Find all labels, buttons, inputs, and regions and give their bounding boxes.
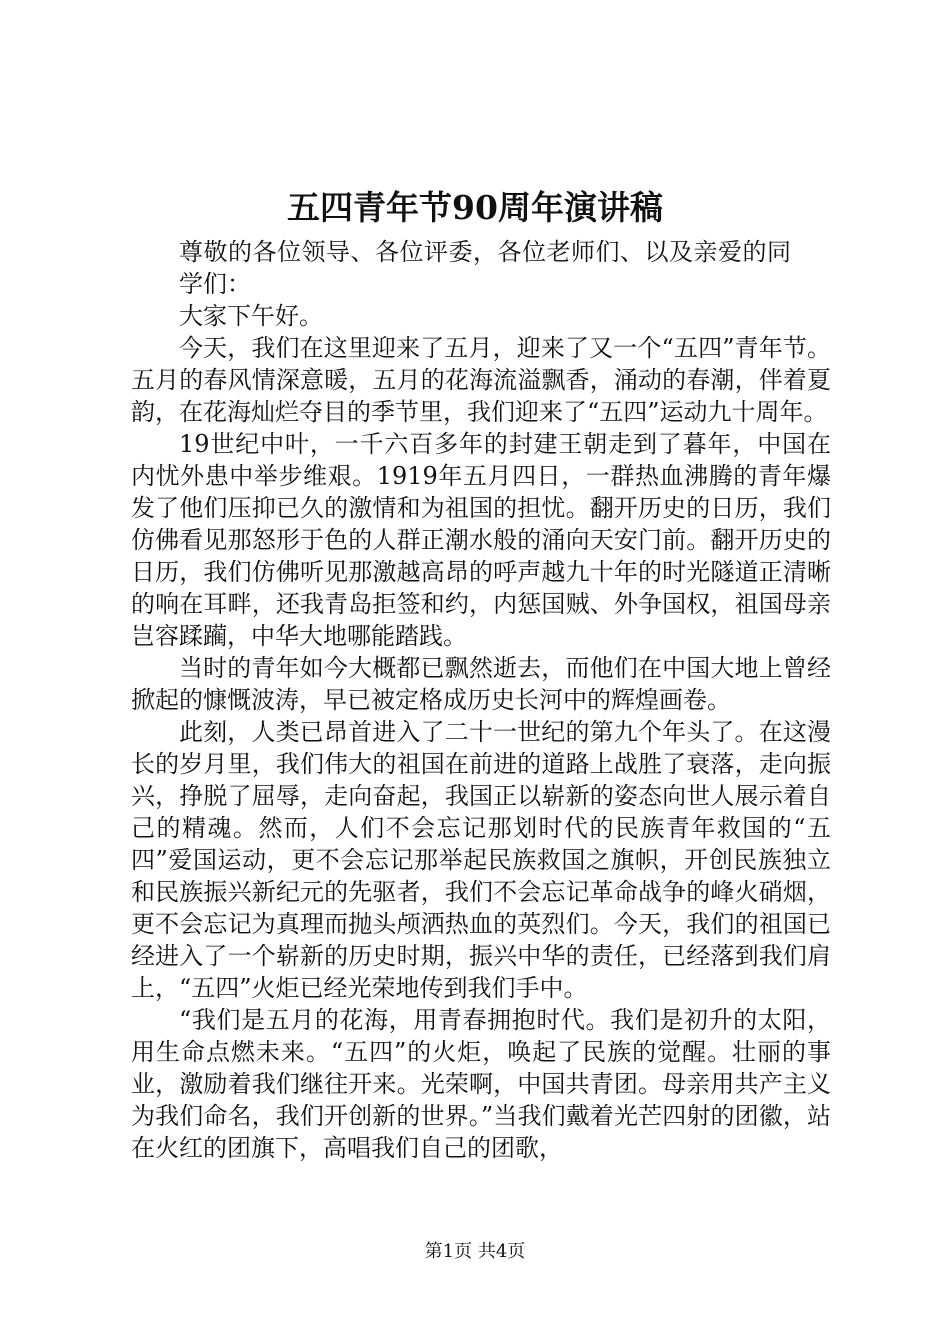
body-paragraph: 今天，我们在这里迎来了五月，迎来了又一个“五四”青年节。五月的春风情深意暖，五月的花海流溢飘香，涌动的春潮，伴着夏韵，在花海灿烂夺目的季节里，我们迎来了“五四”运动九十周年。 [131, 334, 831, 426]
page-number-footer: 第1页 共4页 [424, 1241, 526, 1262]
body-paragraph: 当时的青年如今大概都已飘然逝去，而他们在中国大地上曾经掀起的慷慨波涛，早已被定格成历史长河中的辉煌画卷。 [131, 654, 831, 714]
greeting-paragraph: 大家下午好。 [179, 302, 323, 330]
body-paragraph: “我们是五月的花海，用青春拥抱时代。我们是初升的太阳，用生命点燃未来。“五四”的火炬，唤起了民族的觉醒。壮丽的事业，激励着我们继往开来。光荣啊，中国共青团。母亲用共产主义为我们命名，我们开创新的世界。”当我们戴着光芒四射的团徽，站在火红的团旗下，高唱我们自己的团歌， [131, 1006, 831, 1162]
salutation-paragraph: 尊敬的各位领导、各位评委，各位老师们、以及亲爱的同学们： [179, 238, 791, 298]
document-title: 五四青年节90周年演讲稿 [287, 188, 663, 227]
document-body [131, 236, 831, 1164]
body-paragraph: 19世纪中叶，一千六百多年的封建王朝走到了暮年，中国在内忧外患中举步维艰。1919年五月四日，一群热血沸腾的青年爆发了他们压抑已久的激情和为祖国的担忧。翻开历史的日历，我们仿佛看见那怒形于色的人群正潮水般的涌向天安门前。翻开历史的日历，我们仿佛听见那激越高昂的呼声越九十年的时光隧道正清晰的响在耳畔，还我青岛拒签和约，内惩国贼、外争国权，祖国母亲岂容蹂躏，中华大地哪能踏践。 [131, 430, 831, 650]
body-paragraph: 此刻，人类已昂首进入了二十一世纪的第九个年头了。在这漫长的岁月里，我们伟大的祖国在前进的道路上战胜了衰落，走向振兴，挣脱了屈辱，走向奋起，我国正以崭新的姿态向世人展示着自己的精魂。然而，人们不会忘记那划时代的民族青年救国的“五四”爱国运动，更不会忘记那举起民族救国之旗帜，开创民族独立和民族振兴新纪元的先驱者，我们不会忘记革命战争的峰火硝烟，更不会忘记为真理而抛头颅洒热血的英烈们。今天，我们的祖国已经进入了一个崭新的历史时期，振兴中华的责任，已经落到我们肩上，“五四”火炬已经光荣地传到我们手中。 [131, 718, 831, 1002]
